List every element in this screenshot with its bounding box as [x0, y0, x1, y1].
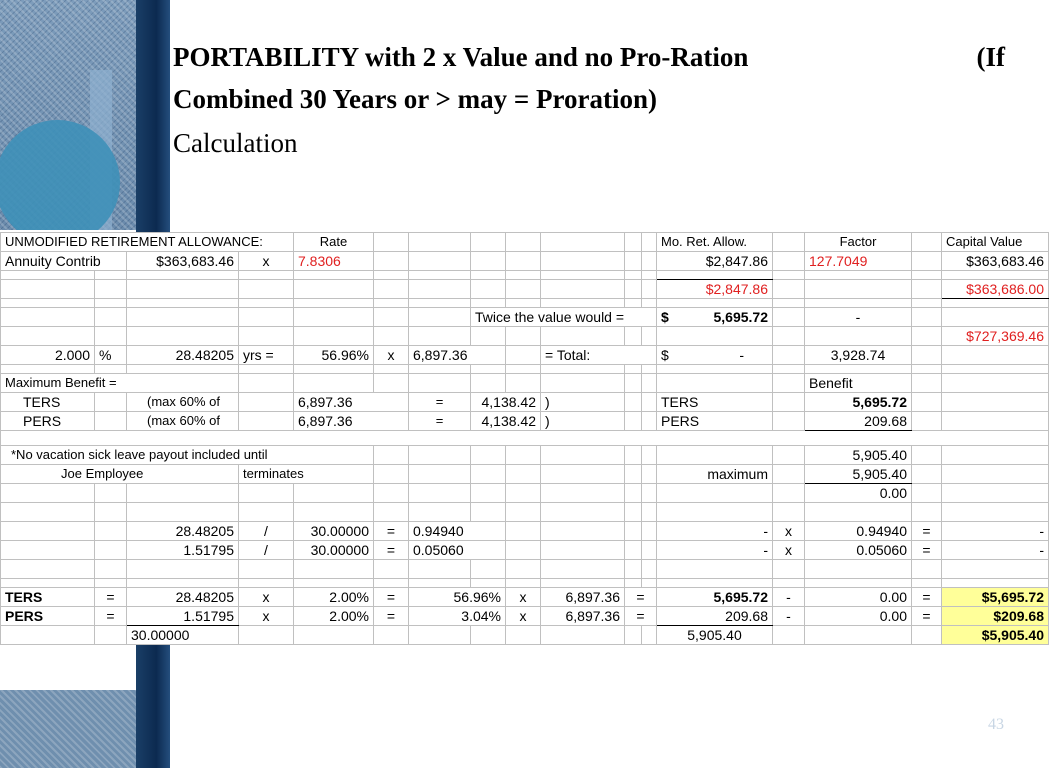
table-row: TERS = 28.48205 x 2.00% = 56.96% x 6,897.36 = 5,695.72 - 0.00 = $5,695.72: [1, 588, 1049, 607]
table-row: [1, 579, 1049, 588]
table-row: 0.00: [1, 484, 1049, 503]
table-row: 30.00000 5,905.40 $5,905.40: [1, 626, 1049, 645]
table-row: 2.000 % 28.48205 yrs = 56.96% x 6,897.36 = Total: $ - 3,928.74: [1, 346, 1049, 365]
table-row: Maximum Benefit = Benefit: [1, 374, 1049, 393]
table-row: 1.51795 / 30.00000 = 0.05060 - x 0.05060 = -: [1, 541, 1049, 560]
slide-title: [173, 36, 1013, 120]
table-row: *No vacation sick leave payout included until 5,905.40: [1, 446, 1049, 465]
decorative-lower-pattern: [0, 690, 136, 768]
table-row: [1, 431, 1049, 446]
table-row: Annuity Contrib $363,683.46 x 7.8306 $2,847.86 127.7049 $363,683.46: [1, 252, 1049, 271]
total-dollar: $ -: [657, 346, 773, 365]
table-row: $727,369.46: [1, 327, 1049, 346]
page-number: 43: [988, 716, 1004, 733]
table-row: UNMODIFIED RETIREMENT ALLOWANCE: Rate Mo. Ret. Allow. Factor Capital Value: [1, 233, 1049, 252]
table-row: Joe Employee terminates maximum 5,905.40: [1, 465, 1049, 484]
calculation-spreadsheet: [0, 232, 1049, 645]
title-line-2: Combined 30 Years or > may = Proration): [173, 84, 657, 114]
table-row: [1, 560, 1049, 579]
table-row: TERS (max 60% of 6,897.36 = 4,138.42 ) TERS 5,695.72: [1, 393, 1049, 412]
table-row: [1, 299, 1049, 308]
table-row: [1, 503, 1049, 522]
table-row: $2,847.86 $363,686.00: [1, 280, 1049, 299]
table-row: 28.48205 / 30.00000 = 0.94940 - x 0.94940 = -: [1, 522, 1049, 541]
title-line-1: PORTABILITY with 2 x Value and no Pro-Ration (If: [173, 42, 1005, 72]
table-row: [1, 271, 1049, 280]
decorative-circle: [0, 120, 120, 245]
table-row: Twice the value would = $ 5,695.72 -: [1, 308, 1049, 327]
table-row: [1, 365, 1049, 374]
table-row: PERS = 1.51795 x 2.00% = 3.04% x 6,897.36 = 209.68 - 0.00 = $209.68: [1, 607, 1049, 626]
slide-subtitle: Calculation: [173, 128, 298, 158]
table-row: PERS (max 60% of 6,897.36 = 4,138.42 ) PERS 209.68: [1, 412, 1049, 431]
twice-value-amount: $ 5,695.72: [657, 308, 773, 327]
